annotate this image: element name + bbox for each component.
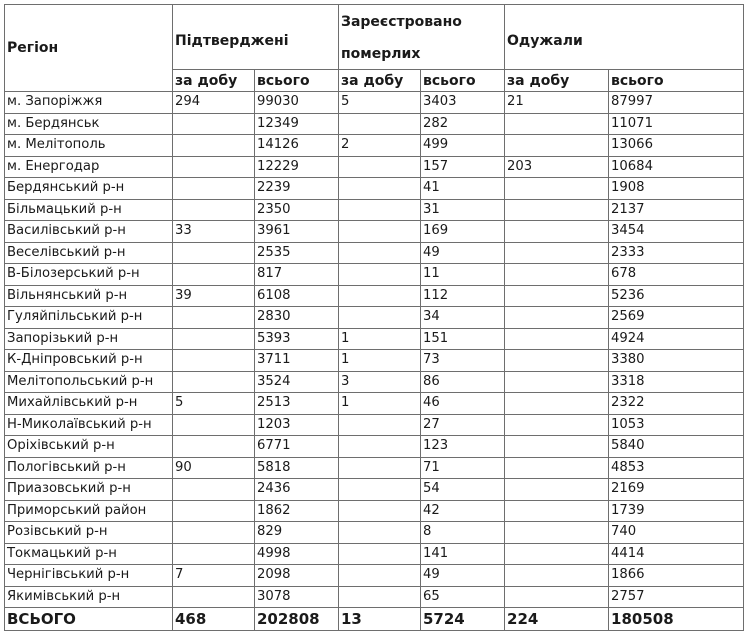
confirmed-total-header: всього (255, 70, 339, 92)
recovered-per-day-cell (505, 479, 609, 501)
deaths-total-cell: 71 (421, 457, 505, 479)
confirmed-per-day-cell (173, 199, 255, 221)
table-row (5, 92, 744, 114)
confirmed-total-cell: 2098 (255, 565, 339, 587)
deaths-total-cell: 3403 (421, 92, 505, 114)
recovered-total-cell: 2569 (609, 307, 744, 329)
recovered-per-day-cell: 21 (505, 92, 609, 114)
recovered-per-day-cell: 203 (505, 156, 609, 178)
region-cell: Василівський р-н (5, 221, 173, 243)
recovered-per-day-cell (505, 221, 609, 243)
total-region-cell: ВСЬОГО (5, 608, 173, 631)
recovered-total-header: всього (609, 70, 744, 92)
confirmed-total-cell: 3961 (255, 221, 339, 243)
confirmed-per-day-cell (173, 178, 255, 200)
deaths-per-day-cell (339, 285, 421, 307)
confirmed-per-day-cell: 33 (173, 221, 255, 243)
recovered-per-day-cell (505, 113, 609, 135)
table-row (5, 393, 744, 415)
recovered-per-day-cell (505, 242, 609, 264)
recovered-per-day-cell (505, 565, 609, 587)
confirmed-per-day-cell (173, 436, 255, 458)
confirmed-per-day-cell (173, 350, 255, 372)
recovered-total-cell: 4853 (609, 457, 744, 479)
confirmed-per-day-header: за добу (173, 70, 255, 92)
deaths-per-day-cell (339, 543, 421, 565)
deaths-total-cell: 34 (421, 307, 505, 329)
deaths-total-cell: 46 (421, 393, 505, 415)
recovered-per-day-cell (505, 393, 609, 415)
recovered-total-cell: 3454 (609, 221, 744, 243)
deaths-header (339, 5, 505, 70)
recovered-per-day-cell (505, 350, 609, 372)
deaths-per-day-cell: 1 (339, 328, 421, 350)
table-row (5, 522, 744, 544)
table-row (5, 307, 744, 329)
deaths-per-day-cell (339, 436, 421, 458)
confirmed-total-cell: 5393 (255, 328, 339, 350)
table-row (5, 371, 744, 393)
recovered-total-cell: 10684 (609, 156, 744, 178)
confirmed-total-cell: 3524 (255, 371, 339, 393)
confirmed-per-day-cell (173, 113, 255, 135)
recovered-total-cell: 2322 (609, 393, 744, 415)
confirmed-header: Підтверджені (173, 5, 339, 70)
recovered-total-cell: 1739 (609, 500, 744, 522)
confirmed-total-cell: 12349 (255, 113, 339, 135)
table-row (5, 414, 744, 436)
total-row (5, 608, 744, 631)
covid-stats-table (4, 4, 744, 631)
recovered-total-cell: 1053 (609, 414, 744, 436)
table-row (5, 135, 744, 157)
deaths-per-day-cell (339, 522, 421, 544)
table-row (5, 586, 744, 608)
deaths-per-day-cell (339, 565, 421, 587)
region-cell: м. Бердянськ (5, 113, 173, 135)
confirmed-total-cell: 12229 (255, 156, 339, 178)
recovered-per-day-cell (505, 500, 609, 522)
table-row (5, 113, 744, 135)
region-cell: Вільнянський р-н (5, 285, 173, 307)
recovered-per-day-header: за добу (505, 70, 609, 92)
recovered-total-cell: 1866 (609, 565, 744, 587)
confirmed-total-cell: 6771 (255, 436, 339, 458)
region-cell: Гуляйпільський р-н (5, 307, 173, 329)
recovered-total-cell: 87997 (609, 92, 744, 114)
confirmed-per-day-cell: 39 (173, 285, 255, 307)
deaths-total-cell: 151 (421, 328, 505, 350)
confirmed-per-day-cell (173, 264, 255, 286)
recovered-per-day-cell (505, 436, 609, 458)
confirmed-per-day-cell (173, 328, 255, 350)
recovered-total-cell: 4414 (609, 543, 744, 565)
recovered-per-day-cell (505, 371, 609, 393)
deaths-total-cell: 112 (421, 285, 505, 307)
table-row (5, 350, 744, 372)
confirmed-total-cell: 1862 (255, 500, 339, 522)
region-cell: К-Дніпровський р-н (5, 350, 173, 372)
recovered-total-cell: 4924 (609, 328, 744, 350)
region-cell: Оріхівський р-н (5, 436, 173, 458)
deaths-total-cell: 31 (421, 199, 505, 221)
recovered-per-day-cell (505, 586, 609, 608)
recovered-total-cell: 2757 (609, 586, 744, 608)
region-cell: Якимівський р-н (5, 586, 173, 608)
recovered-per-day-cell (505, 414, 609, 436)
confirmed-total-cell: 3711 (255, 350, 339, 372)
confirmed-total-cell: 5818 (255, 457, 339, 479)
region-cell: Розівський р-н (5, 522, 173, 544)
region-cell: Пологівський р-н (5, 457, 173, 479)
deaths-per-day-cell (339, 113, 421, 135)
deaths-per-day-cell (339, 264, 421, 286)
recovered-total-cell: 13066 (609, 135, 744, 157)
deaths-total-cell: 499 (421, 135, 505, 157)
deaths-header-line2: померлих (341, 46, 421, 62)
confirmed-per-day-cell (173, 543, 255, 565)
deaths-total-cell: 49 (421, 242, 505, 264)
region-cell: м. Енергодар (5, 156, 173, 178)
recovered-per-day-cell (505, 307, 609, 329)
table-row (5, 565, 744, 587)
confirmed-total-cell: 1203 (255, 414, 339, 436)
table-row (5, 479, 744, 501)
recovered-per-day-cell (505, 264, 609, 286)
recovered-total-cell: 11071 (609, 113, 744, 135)
confirmed-per-day-cell: 5 (173, 393, 255, 415)
recovered-total-cell: 3318 (609, 371, 744, 393)
deaths-per-day-cell: 1 (339, 350, 421, 372)
deaths-per-day-cell (339, 414, 421, 436)
total-recovered-total-cell: 180508 (609, 608, 744, 631)
deaths-total-cell: 123 (421, 436, 505, 458)
confirmed-total-cell: 99030 (255, 92, 339, 114)
total-confirmed-total-cell: 202808 (255, 608, 339, 631)
deaths-per-day-cell: 2 (339, 135, 421, 157)
table-row (5, 199, 744, 221)
confirmed-per-day-cell (173, 242, 255, 264)
total-confirmed-per-day-cell: 468 (173, 608, 255, 631)
table-row (5, 221, 744, 243)
confirmed-total-cell: 2436 (255, 479, 339, 501)
confirmed-per-day-cell: 294 (173, 92, 255, 114)
deaths-per-day-cell (339, 457, 421, 479)
recovered-per-day-cell (505, 543, 609, 565)
total-deaths-per-day-cell: 13 (339, 608, 421, 631)
region-cell: Приморський район (5, 500, 173, 522)
deaths-per-day-cell: 5 (339, 92, 421, 114)
table-row (5, 242, 744, 264)
total-recovered-per-day-cell: 224 (505, 608, 609, 631)
deaths-header-line1: Зареєстровано (341, 14, 462, 30)
recovered-per-day-cell (505, 285, 609, 307)
recovered-total-cell: 2137 (609, 199, 744, 221)
deaths-per-day-cell (339, 156, 421, 178)
table-row (5, 264, 744, 286)
recovered-total-cell: 3380 (609, 350, 744, 372)
confirmed-total-cell: 2830 (255, 307, 339, 329)
table-row (5, 500, 744, 522)
header-row (5, 5, 744, 70)
recovered-total-cell: 5840 (609, 436, 744, 458)
deaths-per-day-cell: 1 (339, 393, 421, 415)
table-row (5, 285, 744, 307)
deaths-per-day-cell (339, 199, 421, 221)
confirmed-per-day-cell: 90 (173, 457, 255, 479)
region-cell: Веселівський р-н (5, 242, 173, 264)
deaths-total-cell: 11 (421, 264, 505, 286)
table-row (5, 436, 744, 458)
region-cell: м. Мелітополь (5, 135, 173, 157)
deaths-total-header: всього (421, 70, 505, 92)
confirmed-total-cell: 3078 (255, 586, 339, 608)
deaths-total-cell: 73 (421, 350, 505, 372)
region-cell: Чернігівський р-н (5, 565, 173, 587)
confirmed-per-day-cell (173, 522, 255, 544)
confirmed-total-cell: 829 (255, 522, 339, 544)
confirmed-per-day-cell (173, 479, 255, 501)
region-cell: м. Запоріжжя (5, 92, 173, 114)
deaths-per-day-cell (339, 307, 421, 329)
deaths-per-day-cell (339, 221, 421, 243)
region-header: Регіон (5, 5, 173, 92)
deaths-total-cell: 42 (421, 500, 505, 522)
deaths-total-cell: 157 (421, 156, 505, 178)
recovered-per-day-cell (505, 178, 609, 200)
deaths-per-day-cell (339, 178, 421, 200)
table-row (5, 457, 744, 479)
deaths-per-day-cell: 3 (339, 371, 421, 393)
confirmed-total-cell: 2239 (255, 178, 339, 200)
recovered-total-cell: 2169 (609, 479, 744, 501)
confirmed-total-cell: 14126 (255, 135, 339, 157)
region-cell: В-Білозерський р-н (5, 264, 173, 286)
table-row (5, 543, 744, 565)
recovered-total-cell: 1908 (609, 178, 744, 200)
recovered-per-day-cell (505, 135, 609, 157)
region-cell: Приазовський р-н (5, 479, 173, 501)
deaths-total-cell: 141 (421, 543, 505, 565)
confirmed-total-cell: 6108 (255, 285, 339, 307)
region-cell: Токмацький р-н (5, 543, 173, 565)
deaths-total-cell: 54 (421, 479, 505, 501)
deaths-total-cell: 65 (421, 586, 505, 608)
deaths-total-cell: 27 (421, 414, 505, 436)
confirmed-per-day-cell (173, 371, 255, 393)
region-cell: Михайлівський р-н (5, 393, 173, 415)
region-cell: Запорізький р-н (5, 328, 173, 350)
deaths-per-day-cell (339, 586, 421, 608)
region-cell: Більмацький р-н (5, 199, 173, 221)
recovered-per-day-cell (505, 199, 609, 221)
confirmed-per-day-cell (173, 586, 255, 608)
region-cell: Мелітопольський р-н (5, 371, 173, 393)
recovered-total-cell: 5236 (609, 285, 744, 307)
confirmed-per-day-cell (173, 135, 255, 157)
recovered-total-cell: 2333 (609, 242, 744, 264)
deaths-total-cell: 282 (421, 113, 505, 135)
confirmed-per-day-cell: 7 (173, 565, 255, 587)
deaths-total-cell: 86 (421, 371, 505, 393)
recovered-total-cell: 740 (609, 522, 744, 544)
confirmed-total-cell: 2535 (255, 242, 339, 264)
deaths-total-cell: 49 (421, 565, 505, 587)
recovered-per-day-cell (505, 457, 609, 479)
deaths-total-cell: 41 (421, 178, 505, 200)
recovered-total-cell: 678 (609, 264, 744, 286)
deaths-total-cell: 169 (421, 221, 505, 243)
deaths-per-day-cell (339, 500, 421, 522)
confirmed-total-cell: 817 (255, 264, 339, 286)
deaths-per-day-header: за добу (339, 70, 421, 92)
recovered-header: Одужали (505, 5, 744, 70)
total-deaths-total-cell: 5724 (421, 608, 505, 631)
deaths-total-cell: 8 (421, 522, 505, 544)
confirmed-total-cell: 2350 (255, 199, 339, 221)
region-cell: Бердянський р-н (5, 178, 173, 200)
confirmed-total-cell: 2513 (255, 393, 339, 415)
deaths-per-day-cell (339, 242, 421, 264)
recovered-per-day-cell (505, 522, 609, 544)
confirmed-per-day-cell (173, 156, 255, 178)
confirmed-per-day-cell (173, 307, 255, 329)
recovered-per-day-cell (505, 328, 609, 350)
table-row (5, 156, 744, 178)
table-row (5, 178, 744, 200)
region-cell: Н-Миколаївський р-н (5, 414, 173, 436)
confirmed-per-day-cell (173, 414, 255, 436)
table-row (5, 328, 744, 350)
confirmed-total-cell: 4998 (255, 543, 339, 565)
confirmed-per-day-cell (173, 500, 255, 522)
deaths-per-day-cell (339, 479, 421, 501)
